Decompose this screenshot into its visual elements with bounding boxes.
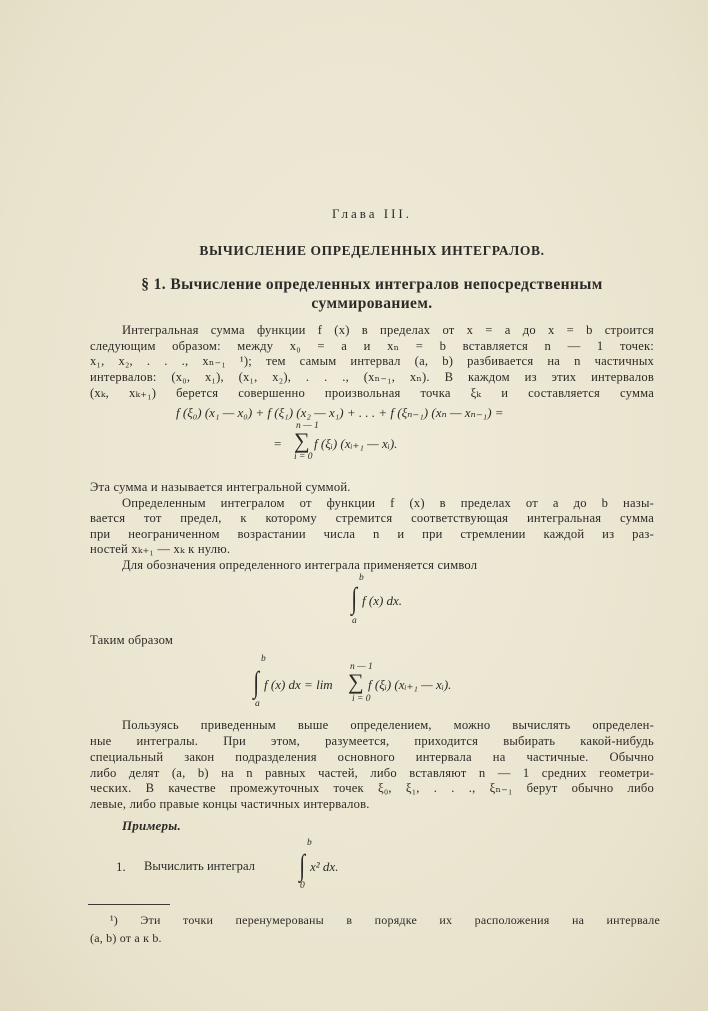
integral-body: f (x) dx. — [362, 593, 403, 608]
integral-lower-limit: a — [255, 699, 260, 709]
sigma-symbol: ∑ — [348, 669, 364, 694]
sum-lower-limit: i = 0 — [352, 694, 371, 704]
paragraph-1-line: (xₖ, xₖ₊₁) берется совершенно произвольная точка ξₖ и составляется сумма — [90, 386, 654, 400]
formula-sum-expansion: f (ξ₀) (x₁ — x₀) + f (ξ₁) (x₂ — x₁) + . . . + f (ξₙ₋₁) (xₙ — xₙ₋₁) = — [176, 405, 504, 420]
paragraph-4-line: ческих. В качестве промежуточных точек ξ₀, ξ₁, . . ., ξₙ₋₁ берут обычно либо — [90, 781, 654, 795]
section-title-line-1: § 1. Вычисление определенных интегралов непосредственным — [141, 276, 603, 293]
example-integrand: x² dx. — [310, 859, 339, 874]
paragraph-2-line: ностей xₖ₊₁ — xₖ к нулю. — [90, 542, 231, 556]
paragraph-1-line: x₁, x₂, . . ., xₙ₋₁ ¹); тем самым интервал (a, b) разбивается на n частичных — [90, 354, 654, 368]
integral-upper-limit: b — [359, 573, 364, 583]
paragraph-4-line: ные интегралы. При этом, разумеется, приходится выбирать какой-нибудь — [90, 734, 654, 748]
chapter-heading: Глава III. — [331, 206, 413, 221]
integral-upper-limit: b — [307, 838, 312, 848]
paragraph-1-line: следующим образом: между x₀ = a и xₙ = b вставляется n — 1 точек: — [90, 339, 654, 353]
equals-sign: = — [274, 436, 282, 451]
paragraph-2-first: Эта сумма и называется интегральной суммой. — [90, 480, 351, 494]
chapter-title: ВЫЧИСЛЕНИЕ ОПРЕДЕЛЕННЫХ ИНТЕГРАЛОВ. — [199, 243, 545, 258]
sum-body: f (ξᵢ) (xᵢ₊₁ — xᵢ). — [314, 436, 398, 451]
footnote-rule — [88, 904, 170, 905]
integral-symbol: ∫ — [253, 666, 259, 699]
example-text: Вычислить интеграл — [144, 859, 255, 873]
footnote-line: ¹) Эти точки перенумерованы в порядке их расположения на интервале — [110, 913, 660, 927]
paragraph-2-line: при неограниченном возрастании числа n и при стремлении каждой из раз- — [90, 527, 654, 541]
paragraph-2-line: вается тот предел, к которому стремится соответствующая интегральная сумма — [90, 511, 654, 525]
definition-rhs: f (ξᵢ) (xᵢ₊₁ — xᵢ). — [368, 677, 452, 692]
paragraph-4-line: левые, либо правые концы частичных интервалов. — [90, 797, 370, 811]
section-title-line-2: суммированием. — [311, 295, 433, 312]
integral-symbol: ∫ — [299, 849, 305, 882]
paragraph-4-line: Пользуясь приведенным выше определением, можно вычислять определен- — [122, 718, 654, 732]
example-number: 1. — [116, 859, 126, 874]
sum-upper-limit: n — 1 — [296, 421, 319, 431]
paragraph-4-line: специальный закон подразделения основного интервала на частичные. Обычно — [90, 750, 654, 764]
paragraph-4-line: либо делят (a, b) на n равных частей, либо вставляют n — 1 средних геометри- — [90, 766, 654, 780]
footnote-line: (a, b) от a к b. — [90, 931, 162, 945]
integral-lower-limit: 0 — [300, 881, 305, 891]
integral-symbol: ∫ — [351, 582, 357, 615]
examples-heading: Примеры. — [122, 818, 181, 833]
sum-lower-limit: i = 0 — [294, 452, 313, 462]
integral-upper-limit: b — [261, 654, 266, 664]
definition-lhs: f (x) dx = lim — [264, 677, 333, 692]
sum-upper-limit: n — 1 — [350, 662, 373, 672]
integral-lower-limit: a — [352, 616, 357, 626]
paragraph-2-line: Определенным интегралом от функции f (x) в пределах от a до b назы- — [122, 496, 654, 510]
paragraph-3: Для обозначения определенного интеграла применяется символ — [122, 558, 478, 572]
sigma-symbol: ∑ — [294, 428, 310, 453]
paragraph-1-line: интервалов: (x₀, x₁), (x₁, x₂), . . ., (xₙ₋₁, xₙ). В каждом из этих интервалов — [90, 370, 654, 384]
thus-text: Таким образом — [90, 633, 174, 647]
paragraph-1-line: Интегральная сумма функции f (x) в пределах от x = a до x = b строится — [122, 323, 654, 337]
